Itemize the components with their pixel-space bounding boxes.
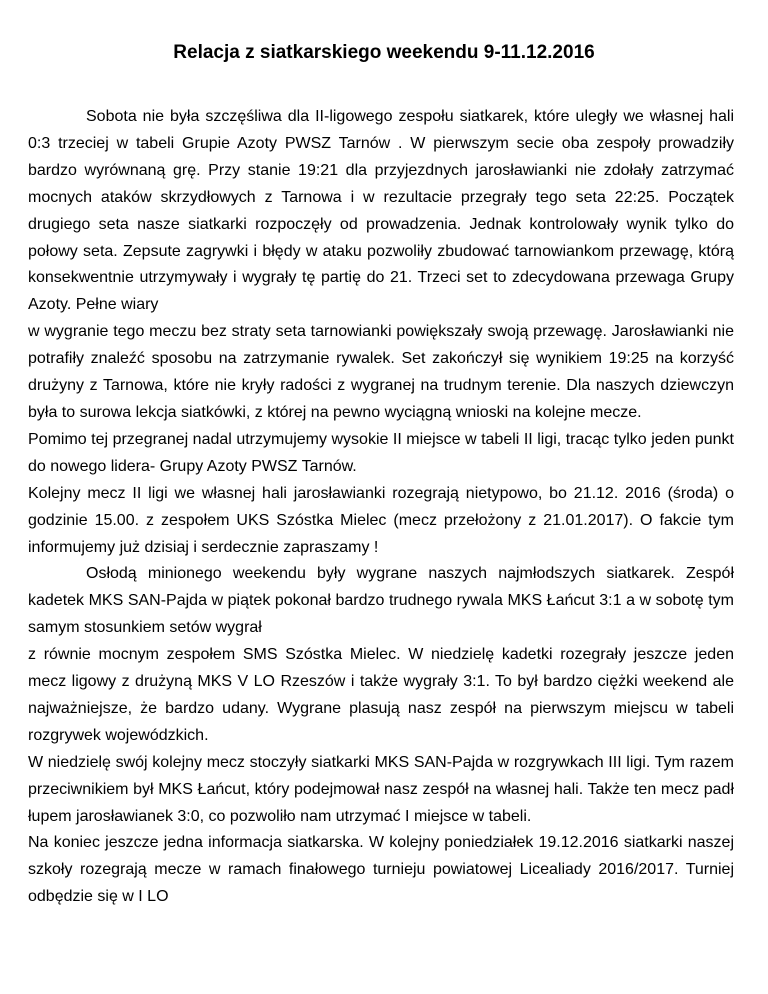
paragraph-cadets-weekend: z równie mocnym zespołem SMS Szóstka Mielec. W niedzielę kadetki rozegrały jeszcze jeden mecz ligowy z drużyną MKS V LO Rzeszów i także wygrały 3:1. To był bardzo ciężki weekend ale najważniejsze, że bardzo udany. Wygrane plasują nasz zespół na pierwszym miejscu w tabeli rozgrywek wojewódzkich. xyxy=(28,646,734,744)
paragraph-next-match: Kolejny mecz II ligi we własnej hali jarosławianki rozegrają nietypowo, bo 21.12. 2016 (środa) o godzinie 15.00. z zespołem UKS Szóstka Mielec (mecz przełożony z 21.01.2017). O fakcie tym informujemy już dzisiaj i serdecznie zapraszamy ! xyxy=(28,484,734,556)
document-title: Relacja z siatkarskiego weekendu 9-11.12.2016 xyxy=(173,42,595,63)
paragraph-first-match-report: Sobota nie była szczęśliwa dla II-ligowego zespołu siatkarek, które uległy we własnej hali 0:3 trzeciej w tabeli Grupie Azoty PWSZ Tarnów . W pierwszym secie oba zespoły prowadziły bardzo wyrównaną grę. Przy stanie 19:21 dla przyjezdnych jarosławianki nie zdołały zatrzymać mocnych ataków skrzydłowych z Tarnowa i w rezultacie przegrały tego seta 22:25. Początek drugiego seta nasze siatkarki rozpoczęły od prowadzenia. Jednak kontrolowały wynik tylko do połowy seta. Zepsute zagrywki i błędy w ataku pozwoliły zbudować tarnowiankom przewagę, którą konsekwentnie utrzymywały i wygrały tę partię do 21. Trzeci set to zdecydowana przewaga Grupy Azoty. Pełne wiary xyxy=(28,108,734,314)
paragraph-licealiada: Na koniec jeszcze jedna informacja siatkarska. W kolejny poniedziałek 19.12.2016 siatkarki naszej szkoły rozegrają mecze w ramach finałowego turnieju powiatowej Licealiady 2016/2017. Turniej odbędzie się w I LO xyxy=(28,834,734,906)
paragraph-third-league: W niedzielę swój kolejny mecz stoczyły siatkarki MKS SAN-Pajda w rozgrywkach III ligi. Tym razem przeciwnikiem był MKS Łańcut, który podejmował nasz zespół na własnej hali. Także ten mecz padł łupem jarosławianek 3:0, co pozwoliło nam utrzymać I miejsce w tabeli. xyxy=(28,753,734,825)
paragraph-league-standing: Pomimo tej przegranej nadal utrzymujemy wysokie II miejsce w tabeli II ligi, tracąc tylko jeden punkt do nowego lidera- Grupy Azoty PWSZ Tarnów. xyxy=(28,430,734,475)
document-body xyxy=(28,104,734,911)
paragraph-cadets-wins: Osłodą minionego weekendu były wygrane naszych najmłodszych siatkarek. Zespół kadetek MKS SAN-Pajda w piątek pokonał bardzo trudnego rywala MKS Łańcut 3:1 a w sobotę tym samym stosunkiem setów wygrał xyxy=(28,565,734,637)
paragraph-third-set: w wygranie tego meczu bez straty seta tarnowianki powiększały swoją przewagę. Jarosławianki nie potrafiły znaleźć sposobu na zatrzymanie rywalek. Set zakończył się wynikiem 19:25 na korzyść drużyny z Tarnowa, które nie kryły radości z wygranej na trudnym terenie. Dla naszych dziewczyn była to surowa lekcja siatkówki, z której na pewno wyciągną wnioski na kolejne mecze. xyxy=(28,323,734,421)
